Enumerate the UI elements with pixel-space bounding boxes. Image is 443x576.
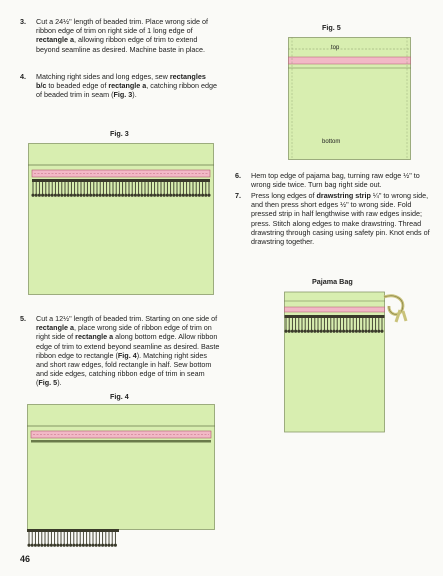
bead [80,194,82,196]
bead [301,330,303,332]
bead [106,194,108,196]
bead [298,330,300,332]
bead [86,544,88,546]
bead [147,194,149,196]
bead [112,194,114,196]
bead [28,544,30,546]
bead [134,194,136,196]
bead [327,330,329,332]
bead [54,194,56,196]
step-7 [235,191,435,265]
bead [128,194,130,196]
step-text: Cut a 12½" length of beaded trim. Starting on one side of rectangle a, place wrong side of ribbon edge of trim on right side of rectangle a along bottom edge. Allow ribbon edge of trim to extend beyond seamline as desired. Baste ribbon edge to rectangle (Fig. 4). Matching right sides and short raw edges, fold rectangle in half. Sew bottom and side edges, catching ribbon edge of trim in seam (Fig. 5). [36,314,220,388]
bead [144,194,146,196]
bead [189,194,191,196]
bead [122,194,124,196]
bead [378,330,380,332]
bead [359,330,361,332]
bead [343,330,345,332]
bead [163,194,165,196]
bead [102,194,104,196]
bead [179,194,181,196]
bead [333,330,335,332]
bead [35,194,37,196]
bead [365,330,367,332]
bead [74,194,76,196]
bead [205,194,207,196]
bead [150,194,152,196]
step-6 [235,171,435,191]
bead [115,194,117,196]
fig4-illustration [27,404,215,548]
step-text: Hem top edge of pajama bag, turning raw edge ½" to wrong side twice. Turn bag right side out. [251,171,420,190]
bead [339,330,341,332]
step-number: 7. [235,191,241,200]
bead [67,194,69,196]
bead [57,544,59,546]
bead [314,330,316,332]
step-text: Matching right sides and long edges, sew rectangles b/c to beaded edge of rectangle a, catching ribbon edge of beaded trim in seam (Fig. 3). [36,72,218,100]
bead [131,194,133,196]
bead [304,330,306,332]
step-4 [20,72,220,112]
bead [102,544,104,546]
bead [154,194,156,196]
bead [38,194,40,196]
bead [54,544,56,546]
bead [320,330,322,332]
bead [198,194,200,196]
bead [45,194,47,196]
bead [160,194,162,196]
bead [141,194,143,196]
fig4-label: Fig. 4 [110,392,129,401]
step-5 [20,314,220,389]
bead [182,194,184,196]
bead [381,330,383,332]
bead [368,330,370,332]
bead [208,194,210,196]
bead [295,330,297,332]
bead [86,194,88,196]
page-number: 46 [20,554,31,564]
bead [34,544,36,546]
bead [99,194,101,196]
bead [323,330,325,332]
bead [105,544,107,546]
bead [38,544,40,546]
bead [362,330,364,332]
bead [202,194,204,196]
bead [92,544,94,546]
bead [109,194,111,196]
bead [70,544,72,546]
bead [47,544,49,546]
bead [98,544,100,546]
bead [48,194,50,196]
step-number: 4. [20,72,26,81]
bead [170,194,172,196]
bead [82,544,84,546]
pajama-bag-label: Pajama Bag [312,277,353,286]
fig5-top-label: top [331,45,340,51]
bead [79,544,81,546]
fig5-illustration [288,37,411,160]
bead [346,330,348,332]
step-number: 3. [20,17,26,26]
bead [317,330,319,332]
bead [64,194,66,196]
bead [307,330,309,332]
bead [58,194,60,196]
bead [291,330,293,332]
bead [336,330,338,332]
bead [89,544,91,546]
pajama-bag-illustration [284,288,414,436]
bead [50,544,52,546]
fig3-label: Fig. 3 [110,129,129,138]
bead [31,544,33,546]
bead [285,330,287,332]
bead [311,330,313,332]
bead [44,544,46,546]
bead [355,330,357,332]
bead [61,194,63,196]
bead [111,544,113,546]
bead [93,194,95,196]
bead [108,544,110,546]
bead [166,194,168,196]
bead [125,194,127,196]
step-3 [20,17,220,62]
bead [51,194,53,196]
bead [352,330,354,332]
fig3-illustration [28,143,214,295]
bead [330,330,332,332]
bead [70,194,72,196]
bead [90,194,92,196]
bead [95,544,97,546]
bead [375,330,377,332]
step-number: 5. [20,314,26,323]
bead [288,330,290,332]
step-text: Cut a 24½" length of beaded trim. Place wrong side of ribbon edge of trim on right side of 1 long edge of rectangle a, allowing ribbon edge of trim to extend beyond seamline as desired. Machine baste in place. [36,17,208,54]
bead [173,194,175,196]
fig5-label: Fig. 5 [322,23,341,32]
bead [157,194,159,196]
bead [192,194,194,196]
bead [66,544,68,546]
bead [118,194,120,196]
step-number: 6. [235,171,241,180]
bead [83,194,85,196]
bead [114,544,116,546]
bead [96,194,98,196]
bead [371,330,373,332]
bead [60,544,62,546]
bead [63,544,65,546]
bead [73,544,75,546]
step-text: Press long edges of drawstring strip ¼" to wrong side, and then press short edges ½" to wrong side. Fold pressed strip in half lengthwise with raw edges inside; press. Stitch along edges to make drawstring. Thread drawstring through casing using safety pin. Knot ends of drawstring together. [251,191,430,247]
bead [195,194,197,196]
bead [176,194,178,196]
bead [186,194,188,196]
bead [42,194,44,196]
bead [32,194,34,196]
bead [349,330,351,332]
fig5-bottom-label: bottom [322,139,341,145]
bead [76,544,78,546]
bead [41,544,43,546]
bead [138,194,140,196]
bead [77,194,79,196]
